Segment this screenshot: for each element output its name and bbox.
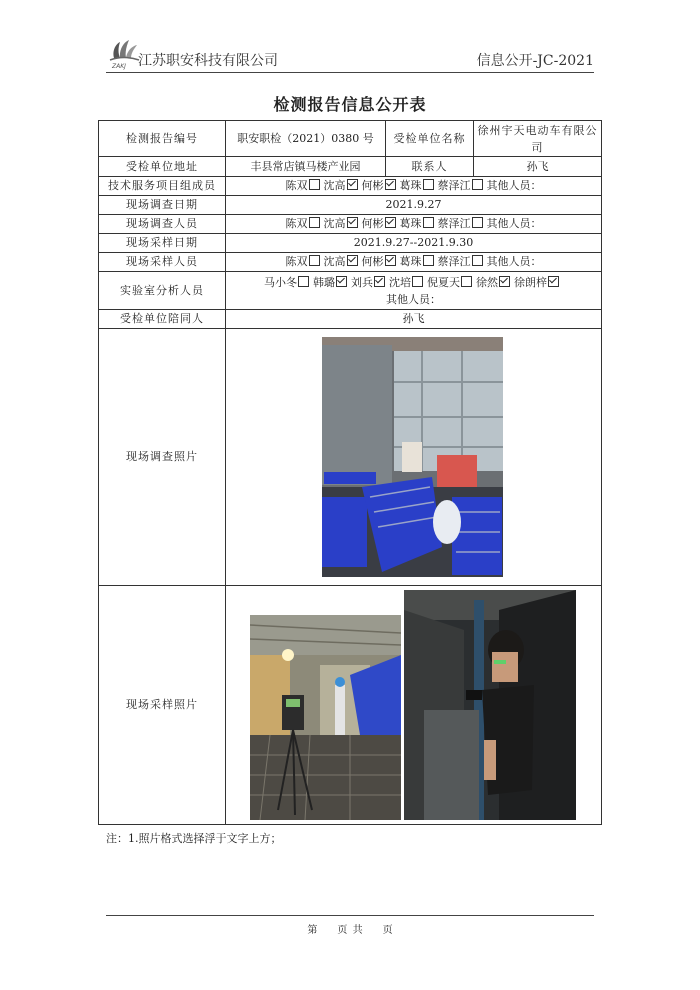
- table-row: [99, 234, 602, 253]
- other-staff-label: 其他人员：: [486, 217, 542, 230]
- team-label: 技术服务项目组成员: [99, 177, 226, 196]
- sampling-date-label: 现场采样日期: [99, 234, 226, 253]
- table-row: [99, 253, 602, 272]
- document-code: 信息公开-JC-2021: [476, 53, 594, 69]
- table-row: [99, 586, 602, 825]
- checked-box-icon: [347, 255, 358, 266]
- staff-name: 陈双: [285, 217, 308, 230]
- staff-name: 蔡泽江: [437, 255, 471, 268]
- table-row: [99, 329, 602, 586]
- table-row: [99, 157, 602, 177]
- unchecked-box-icon: [472, 217, 483, 228]
- company-name: 江苏职安科技有限公司: [138, 53, 278, 69]
- checked-box-icon: [347, 217, 358, 228]
- sampling-photo-label: 现场采样照片: [99, 586, 226, 825]
- staff-name: 韩璐: [313, 275, 335, 289]
- page-footer: 第 页 共 页: [307, 925, 393, 936]
- other-staff-label: 其他人员：: [486, 179, 542, 192]
- footnote: 注：1.照片格式选择浮于文字上方；: [106, 832, 282, 845]
- staff-name: 葛珠: [399, 179, 422, 192]
- staff-name: 蔡泽江: [437, 217, 471, 230]
- report-no-value: 职安职检（2021）0380 号: [226, 121, 386, 157]
- unchecked-box-icon: [423, 255, 434, 266]
- staff-name: 何彬: [361, 255, 384, 268]
- sampling-date-value: 2021.9.27--2021.9.30: [226, 234, 602, 253]
- checked-box-icon: [385, 217, 396, 228]
- table-row: [99, 310, 602, 329]
- header-divider: [106, 72, 594, 73]
- unchecked-box-icon: [412, 276, 423, 287]
- checked-box-icon: [548, 276, 559, 287]
- footer-divider: [106, 915, 594, 916]
- contact-label: 联系人: [386, 157, 474, 177]
- staff-name: 沈高: [323, 179, 346, 192]
- checked-box-icon: [374, 276, 385, 287]
- page-header: [106, 36, 594, 72]
- unchecked-box-icon: [298, 276, 309, 287]
- sampling-staff-label: 现场采样人员: [99, 253, 226, 272]
- survey-photo-label: 现场调查照片: [99, 329, 226, 586]
- staff-name: 徐然: [476, 275, 498, 289]
- table-row: [99, 121, 602, 157]
- staff-name: 蔡泽江: [437, 179, 471, 192]
- staff-name: 倪夏天: [427, 275, 460, 289]
- staff-name: 马小冬: [264, 275, 297, 289]
- staff-name: 沈高: [323, 217, 346, 230]
- lab-staff-label: 实验室分析人员: [99, 272, 226, 310]
- survey-staff: [226, 215, 602, 234]
- staff-name: 葛珠: [399, 217, 422, 230]
- staff-name: 何彬: [361, 179, 384, 192]
- sampling-staff: [226, 253, 602, 272]
- company-logo: [106, 36, 142, 70]
- unchecked-box-icon: [309, 179, 320, 190]
- staff-name: 陈双: [285, 255, 308, 268]
- unchecked-box-icon: [472, 255, 483, 266]
- page-title: 检测报告信息公开表: [273, 95, 427, 114]
- report-no-label: 检测报告编号: [99, 121, 226, 157]
- escort-value: 孙飞: [226, 310, 602, 329]
- staff-name: 沈培: [389, 275, 411, 289]
- unchecked-box-icon: [423, 217, 434, 228]
- escort-label: 受检单位陪同人: [99, 310, 226, 329]
- table-row: [99, 215, 602, 234]
- survey-staff-label: 现场调查人员: [99, 215, 226, 234]
- sampling-photo-right: [404, 590, 576, 820]
- staff-name: 何彬: [361, 217, 384, 230]
- address-label: 受检单位地址: [99, 157, 226, 177]
- table-row: [99, 177, 602, 196]
- address-value: 丰县常店镇马楼产业园: [226, 157, 386, 177]
- unchecked-box-icon: [309, 217, 320, 228]
- sampling-photo-cell: [226, 586, 602, 825]
- checked-box-icon: [385, 179, 396, 190]
- survey-date-label: 现场调查日期: [99, 196, 226, 215]
- staff-name: 刘兵: [351, 275, 373, 289]
- contact-value: 孙飞: [474, 157, 602, 177]
- unchecked-box-icon: [461, 276, 472, 287]
- other-staff-label: 其他人员：: [486, 255, 542, 268]
- team-members: [226, 177, 602, 196]
- staff-name: 沈高: [323, 255, 346, 268]
- survey-photo-cell: [226, 329, 602, 586]
- checked-box-icon: [347, 179, 358, 190]
- unchecked-box-icon: [309, 255, 320, 266]
- staff-name: 陈双: [285, 179, 308, 192]
- svg-text:ZAKJ: ZAKJ: [112, 63, 126, 70]
- lab-staff: [226, 272, 602, 310]
- survey-photo: [322, 337, 503, 577]
- unit-name-value: 徐州宇天电动车有限公司: [474, 121, 602, 157]
- checked-box-icon: [336, 276, 347, 287]
- survey-date-value: 2021.9.27: [226, 196, 602, 215]
- staff-name: 葛珠: [399, 255, 422, 268]
- checked-box-icon: [499, 276, 510, 287]
- table-row: [99, 272, 602, 310]
- report-info-table: [98, 120, 602, 825]
- other-staff-label: 其他人员：: [386, 292, 441, 306]
- unchecked-box-icon: [423, 179, 434, 190]
- sampling-photo-left: [250, 615, 401, 820]
- unchecked-box-icon: [472, 179, 483, 190]
- checked-box-icon: [385, 255, 396, 266]
- unit-name-label: 受检单位名称: [386, 121, 474, 157]
- table-row: [99, 196, 602, 215]
- staff-name: 徐朗梓: [514, 275, 547, 289]
